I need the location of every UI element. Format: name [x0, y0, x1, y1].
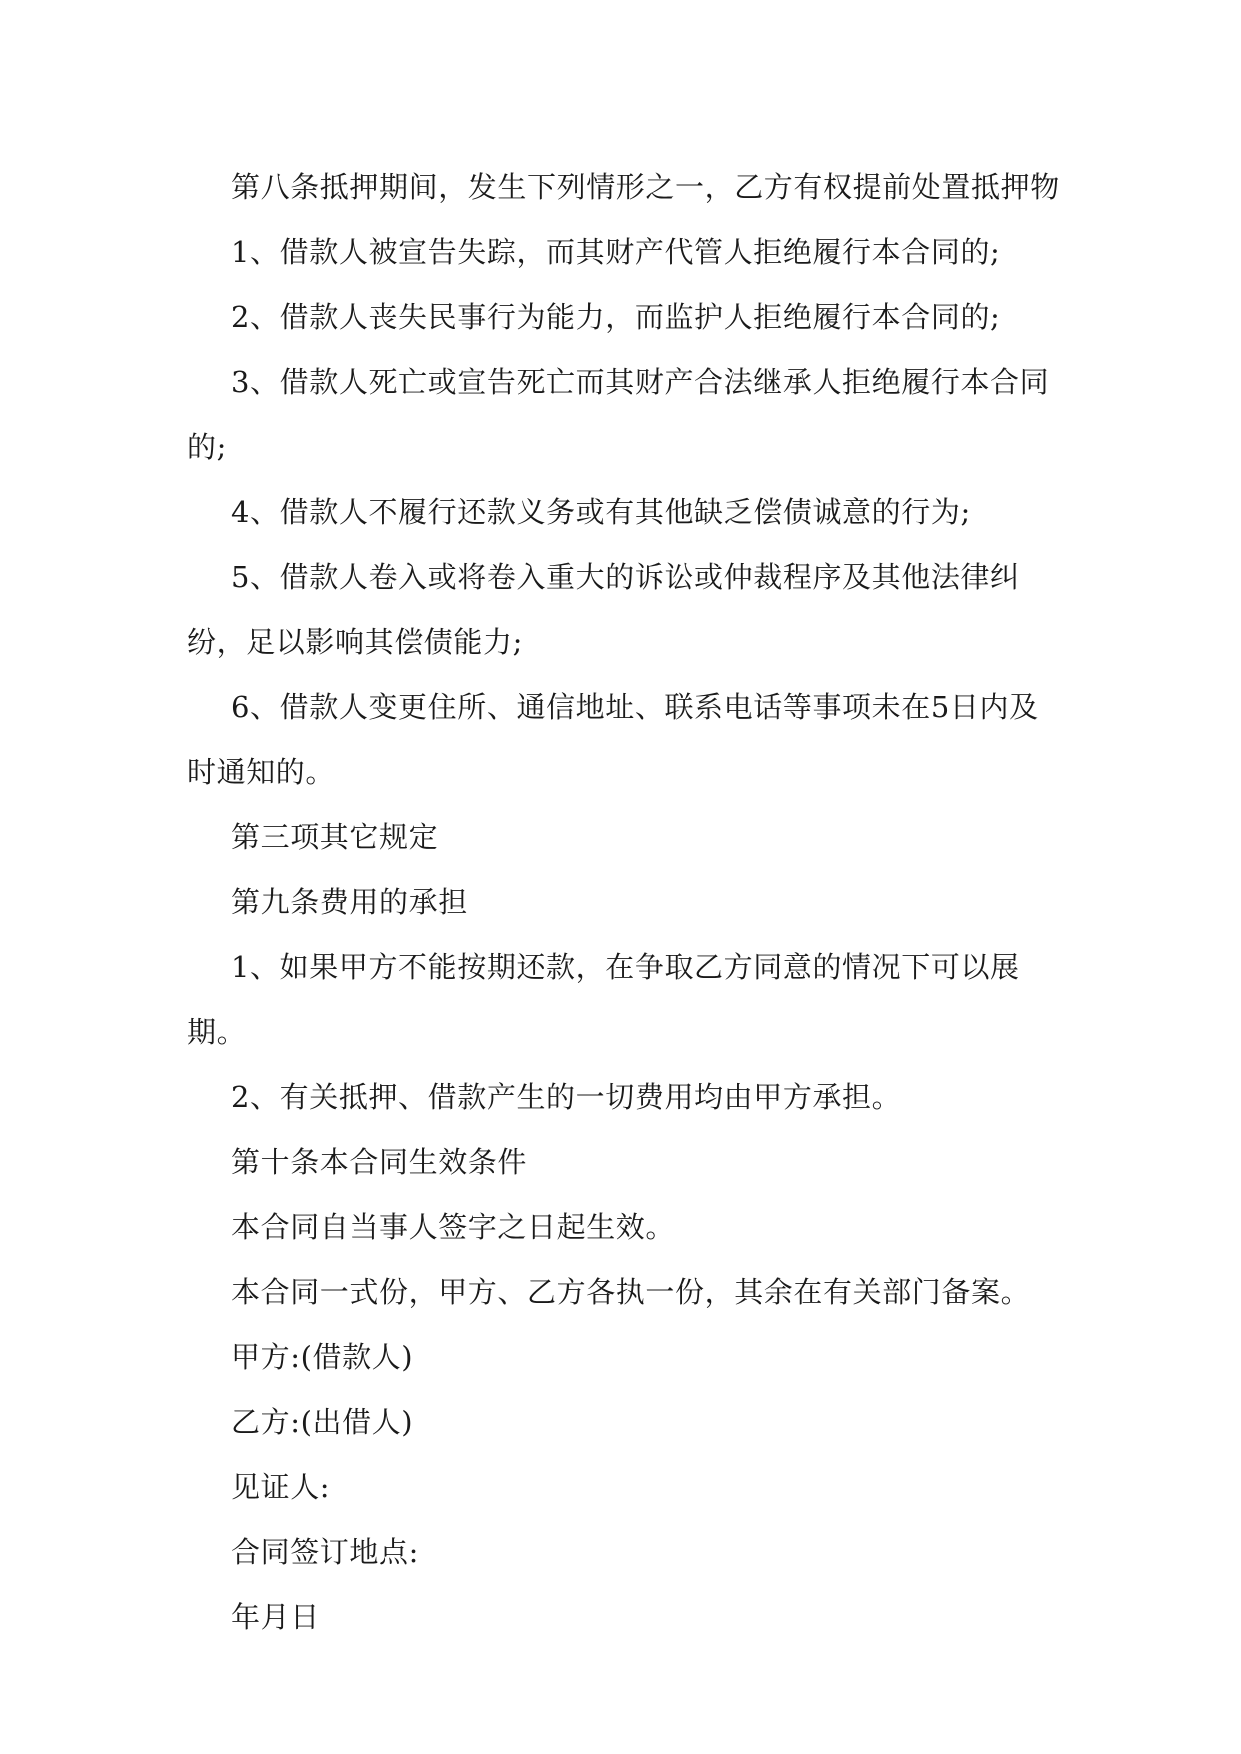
section-3-title: 第三项其它规定 — [231, 820, 439, 854]
document-body — [187, 155, 1067, 1650]
signature-witness: 见证人: — [231, 1470, 331, 1504]
clause-9-item-2: 2、有关抵押、借款产生的一切费用均由甲方承担。 — [231, 1080, 902, 1114]
clause-10-title: 第十条本合同生效条件 — [231, 1145, 528, 1179]
clause-9-title: 第九条费用的承担 — [231, 885, 468, 919]
clause-10-copies: 本合同一式份，甲方、乙方各执一份，其余在有关部门备案。 — [231, 1275, 1031, 1309]
clause-8-item-6: 6、借款人变更住所、通信地址、联系电话等事项未在5日内及时通知的。 — [187, 690, 1039, 789]
clause-8-item-2: 2、借款人丧失民事行为能力，而监护人拒绝履行本合同的; — [231, 300, 1001, 334]
signature-party-b: 乙方:(出借人) — [231, 1405, 414, 1439]
clause-8-item-1: 1、借款人被宣告失踪，而其财产代管人拒绝履行本合同的; — [231, 235, 1001, 269]
clause-8-item-4: 4、借款人不履行还款义务或有其他缺乏偿债诚意的行为; — [231, 495, 971, 529]
signing-date: 年月日 — [231, 1600, 320, 1634]
clause-9-item-1: 1、如果甲方不能按期还款，在争取乙方同意的情况下可以展期。 — [187, 950, 1020, 1049]
signature-party-a: 甲方:(借款人) — [231, 1340, 414, 1374]
clause-10-effect: 本合同自当事人签字之日起生效。 — [231, 1210, 676, 1244]
clause-8-item-5: 5、借款人卷入或将卷入重大的诉讼或仲裁程序及其他法律纠纷，足以影响其偿债能力; — [187, 560, 1020, 659]
signing-location: 合同签订地点: — [231, 1535, 419, 1569]
clause-8-title: 第八条抵押期间，发生下列情形之一，乙方有权提前处置抵押物 — [231, 170, 1060, 204]
clause-8-item-3: 3、借款人死亡或宣告死亡而其财产合法继承人拒绝履行本合同的; — [187, 365, 1050, 464]
